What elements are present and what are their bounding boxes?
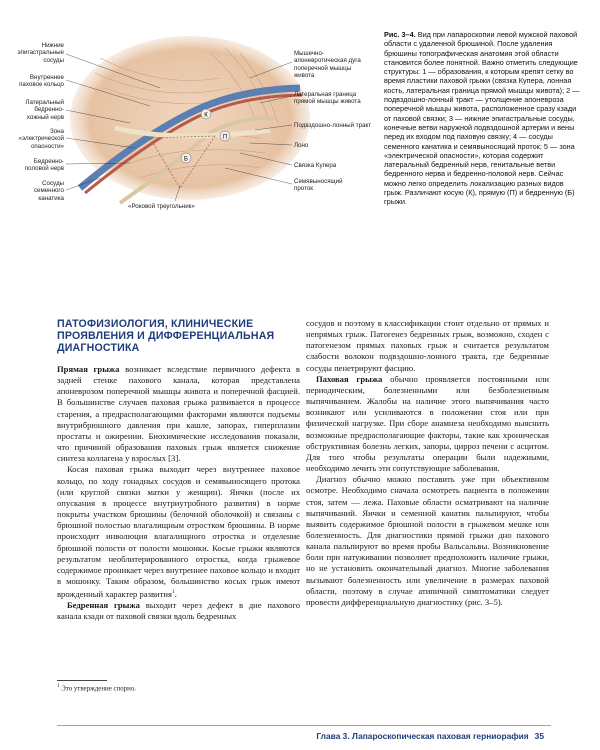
page-number: 35 xyxy=(534,731,544,741)
paragraph-femoral-hernia-text: выходит через дефект в дне пахового канала кзади от паховой связки вдоль бедренных xyxy=(57,600,300,622)
term-femoral-hernia: Бедренная грыжа xyxy=(67,600,140,611)
caption-label: Рис. 3–4. xyxy=(384,30,416,39)
term-direct-hernia: Прямая грыжа xyxy=(57,364,120,374)
section-heading: ПАТОФИЗИОЛОГИЯ, КЛИНИЧЕСКИЕ ПРОЯВЛЕНИЯ И ДИФФЕРЕНЦИАЛЬНАЯ ДИАГНОСТИКА xyxy=(57,318,275,354)
marker-femoral-text: Б xyxy=(184,156,188,163)
caption-text: Вид при лапароскопии левой мужской паховой области с удаленной брюшиной. После удаления брюшины топографическая анатомия этой области становится более понятной. Важно отметить следующие структуры: 1 — образования, к которым крепят сетку во время пластики паховой грыжи (связка Купера, лонная кость, латеральная граница прямой мышцы живота); 2 — подвздошно-лонный тракт — утолщение апоневроза поперечной мышцы живота, расположенное сразу кзади от паховой связки; 3 — нижние эпигастральные сосуды, конечные ветви наружной подвздошной артерии и вены перед их входом под паховую связку; 4 — сосуды семенного канатика и семявыносящий проток; 5 — зона «электрической опасности», которая содержит латеральный бедренный нерв, генитальные ветви бедренного нерва и бедренно-половой нерв. Сейчас можно легко определить локализацию разных видов грыж. Различают косую (К), прямую (П) и бедренную (Б) грыжи. xyxy=(384,30,580,207)
paragraph-direct-hernia xyxy=(57,364,300,464)
label-aponeurotic-arch: Мышечно- апоневротическая дуга поперечной мышцы живота xyxy=(294,50,361,80)
label-doom-triangle: «Роковой треугольник» xyxy=(128,203,195,210)
paragraph-inguinal-hernia xyxy=(306,374,549,474)
footnote-text: Это утверждение спорно. xyxy=(59,685,137,693)
paragraph-inguinal-hernia-text: обычно проявляется постоянными или периодическим, болезненными или безболезненным выпячиванием. Жалобы на наличие этого выпячивания часто возникают или усиливаются в положении стоя или при физической нагрузке. При сборе анамнеза необходимо выяснить возможные предрасполагающие факторы, такие как хроническая обструктивная болезнь легких, запоры, цирроз печени с асцитом. Для того чтобы результаты операции были надежными, необходимо лечить эти сопутствующие заболевания. xyxy=(306,373,549,474)
marker-direct-text: П xyxy=(222,134,228,141)
label-internal-ring: Внутреннее паховое кольцо xyxy=(19,74,64,89)
label-pubis: Лоно xyxy=(294,142,309,149)
right-column xyxy=(306,318,549,608)
left-column xyxy=(57,364,300,622)
footnote-ref: 1 xyxy=(171,589,175,596)
marker-oblique-text: К xyxy=(204,112,208,119)
label-rectus-border: Латеральная граница прямой мышцы живота xyxy=(294,91,361,106)
paragraph-femoral-continued: сосудов и поэтому в классификации стоит отдельно от прямых и непрямых грыж. Патогенез бедренных грыж, возможно, сходен с патогенезом прямых паховых грыж и считается результатом слабости волокон подвздошно-лонного тракта, где бедренные сосуды пенетрируют фасцию. xyxy=(306,318,549,373)
paragraph-femoral-hernia xyxy=(57,600,300,622)
page-footer xyxy=(316,731,544,741)
paragraph-diagnosis: Диагноз обычно можно поставить уже при объективном осмотре. Необходимо сначала осмотреть пациента в положении стоя, затем — лежа. Паховые области осматривают на наличие выпячиваний. Яички и семенной канатик пальпируют, чтобы выявить содержимое брюшной полости в грыжевом мешке или болезненность. Для диагностики прямой грыжи дно пахового канала пальпируют во время пробы Вальсальвы. Возникновение боли при натуживании позволяет предположить наличие грыжи, но не установить окончательный диагноз. Многие заболевания вызывают болезненность или увеличение в размерах паховой области, поэтому в случае атипичной симптоматики следует провести дифференциальную диагностику (рис. 3–5). xyxy=(306,474,549,607)
footer-rule xyxy=(57,725,551,726)
figure-caption xyxy=(384,30,580,207)
paragraph-direct-hernia-text: возникает вследствие первичного дефекта в задней стенке пахового канала, которая представлена апоневрозом поперечной мышцы живота и поперечной фасцией. В большинстве случаев паховая грыжа развивается в процессе старения, а предрасполагающими факторами являются подъемы внутрибрюшного давления при кашле, запорах, гиперплазии простаты и ожирении. Биохимические исследования показали, что причиной образования паховых грыж является снижение синтеза коллагена у взрослых [3]. xyxy=(57,364,300,464)
paragraph-oblique-hernia-end: . xyxy=(174,588,177,599)
footnote xyxy=(57,684,136,692)
label-cooper-ligament: Связка Купера xyxy=(294,162,337,169)
label-lateral-cutaneous-nerve: Латеральный бедренно- кожный нерв xyxy=(25,99,64,121)
label-danger-zone: Зона «электрической опасности» xyxy=(18,128,64,150)
footnote-mark: 1 xyxy=(57,684,60,689)
label-genitofemoral-nerve: Бедренно- половой нерв xyxy=(24,158,64,173)
label-epigastric-vessels: Нижние эпигастральные сосуды xyxy=(17,42,64,64)
anatomy-figure xyxy=(10,18,372,218)
label-cord-vessels: Сосуды семенного канатика xyxy=(33,180,64,202)
footnote-rule xyxy=(57,680,107,681)
term-inguinal-hernia: Паховая грыжа xyxy=(316,373,383,384)
label-iliopubic-tract: Подвздошно-лонный тракт xyxy=(294,122,372,129)
label-vas-deferens: Семявыносящий проток xyxy=(294,178,343,193)
paragraph-oblique-hernia xyxy=(57,464,300,600)
footer-chapter: Глава 3. Лапароскопическая паховая герниорафия xyxy=(316,731,529,741)
paragraph-oblique-hernia-text: Косая паховая грыжа выходит через внутреннее паховое кольцо, по ходу гонадных сосудов и семявыносящего протока (или круглой связки матки у женщин). Яички (после их опускания в процессе внутриутробного развития) в норме покрыты участком брюшины (белочной оболочкой) и связаны с брюшной полостью влагалищным отростком брюшины. В норме происходит инволюция влагалищного отростка и отделение брюшной полости от полости мошонки. Косые грыжи являются результатом необлитерированного отростка, когда грыжевое содержимое проникает через внутреннее паховое кольцо и входит в мошонку. Таким образом, большинство косых грыж имеют врожденный характер развития xyxy=(57,464,300,599)
